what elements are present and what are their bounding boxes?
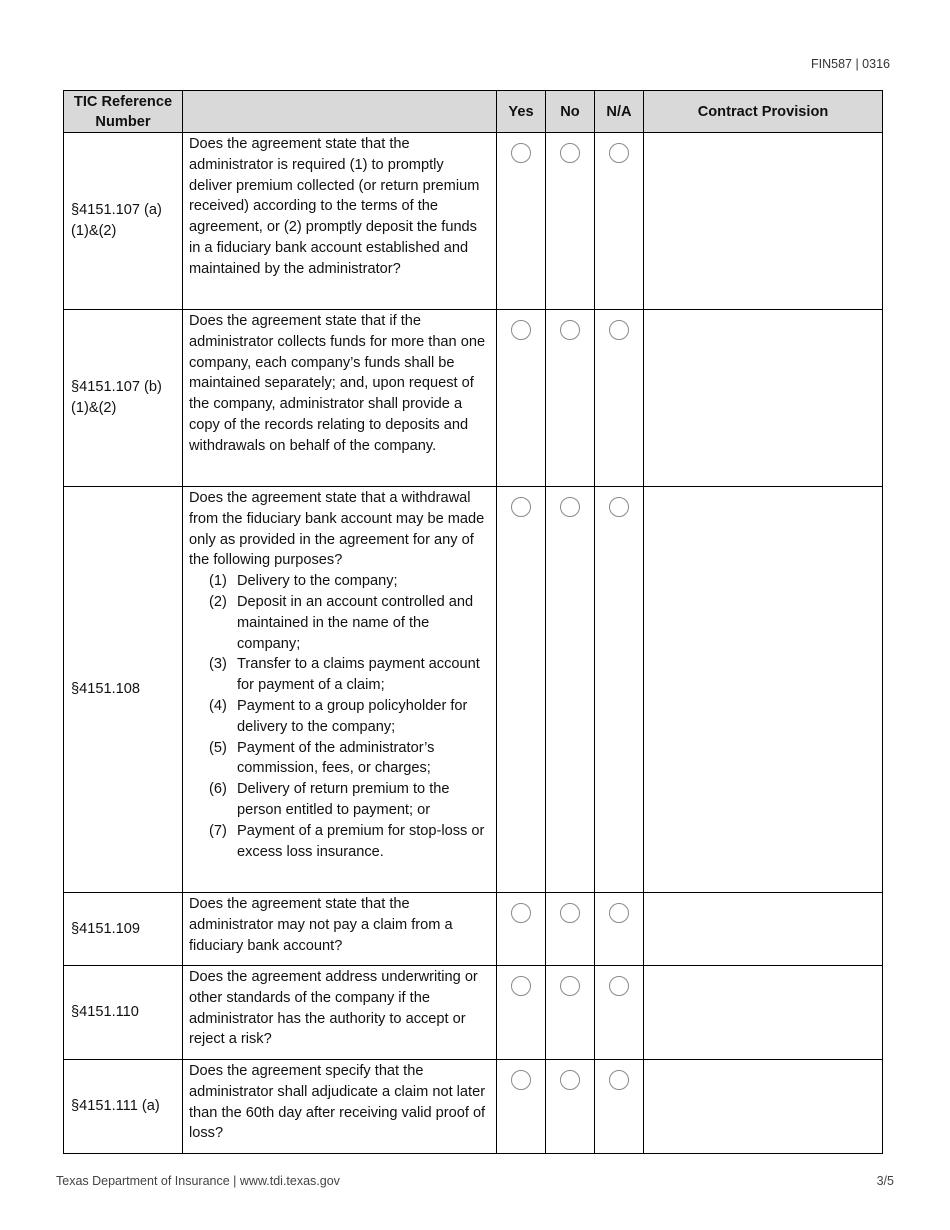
list-item: (4) Payment to a group policyholder for delivery to the company; — [209, 697, 468, 735]
purposes-list — [189, 571, 490, 862]
yes-radio[interactable] — [511, 976, 531, 996]
yes-radio[interactable] — [511, 903, 531, 923]
list-item: (3) Transfer to a claims payment account for payment of a claim; — [209, 656, 480, 694]
no-radio[interactable] — [560, 903, 580, 923]
question-cell: Does the agreement state that if the administrator collects funds for more than one company, each company’s funds shall be maintained separately; and, upon request of the company, administrator shall provide a copy of the records relating to deposits and withdrawals on behalf of the company. — [183, 310, 497, 487]
no-radio[interactable] — [560, 976, 580, 996]
contract-provision-cell[interactable] — [644, 487, 883, 893]
table-row — [64, 893, 883, 966]
question-cell: Does the agreement address underwriting or other standards of the company if the administrator has the authority to accept or reject a risk? — [183, 966, 497, 1060]
contract-provision-cell[interactable] — [644, 310, 883, 487]
contract-provision-cell[interactable] — [644, 1060, 883, 1154]
list-item: (1) Delivery to the company; — [209, 573, 398, 590]
table-row — [64, 133, 883, 310]
contract-provision-cell[interactable] — [644, 133, 883, 310]
contract-provision-cell[interactable] — [644, 966, 883, 1060]
question-text: Does the agreement state that a withdrawal from the fiduciary bank account may be made only as provided in the agreement for any of the following purposes? — [189, 490, 485, 569]
tic-reference-cell: §4151.107 (a)(1)&(2) — [64, 133, 183, 310]
tic-reference-cell: §4151.108 — [64, 487, 183, 893]
header-yes: Yes — [497, 91, 546, 133]
na-radio[interactable] — [609, 903, 629, 923]
header-question — [183, 91, 497, 133]
no-radio[interactable] — [560, 497, 580, 517]
yes-radio[interactable] — [511, 143, 531, 163]
header-na: N/A — [595, 91, 644, 133]
yes-radio[interactable] — [511, 1070, 531, 1090]
na-radio[interactable] — [609, 143, 629, 163]
tic-reference-cell: §4151.109 — [64, 893, 183, 966]
compliance-checklist-table — [63, 90, 883, 1154]
table-header-row — [64, 91, 883, 133]
question-cell: Does the agreement specify that the administrator shall adjudicate a claim not later than the 60th day after receiving valid proof of loss? — [183, 1060, 497, 1154]
list-item: (2) Deposit in an account controlled and maintained in the name of the company; — [209, 593, 474, 652]
yes-radio[interactable] — [511, 497, 531, 517]
tic-reference-cell: §4151.111 (a) — [64, 1060, 183, 1154]
table-row — [64, 487, 883, 893]
question-cell: Does the agreement state that the administrator may not pay a claim from a fiduciary bank account? — [183, 893, 497, 966]
no-radio[interactable] — [560, 1070, 580, 1090]
list-item: (5) Payment of the administrator’s commission, fees, or charges; — [209, 739, 435, 777]
table-row — [64, 310, 883, 487]
question-cell — [183, 487, 497, 893]
tic-reference-cell: §4151.107 (b)(1)&(2) — [64, 310, 183, 487]
header-tic-reference: TIC Reference Number — [64, 91, 183, 133]
na-radio[interactable] — [609, 1070, 629, 1090]
list-item: (7) Payment of a premium for stop-loss or excess loss insurance. — [209, 822, 485, 860]
no-radio[interactable] — [560, 320, 580, 340]
list-item: (6) Delivery of return premium to the person entitled to payment; or — [209, 781, 450, 818]
no-radio[interactable] — [560, 143, 580, 163]
question-cell: Does the agreement state that the administrator is required (1) to promptly deliver premium collected (or return premium received) according to the terms of the agreement, or (2) promptly deposit the funds in a fiduciary bank account established and maintained by the administrator? — [183, 133, 497, 310]
footer-agency: Texas Department of Insurance | www.tdi.texas.gov — [56, 1174, 340, 1188]
tic-reference-cell: §4151.110 — [64, 966, 183, 1060]
header-no: No — [546, 91, 595, 133]
contract-provision-cell[interactable] — [644, 893, 883, 966]
table-row — [64, 966, 883, 1060]
header-contract-provision: Contract Provision — [644, 91, 883, 133]
na-radio[interactable] — [609, 976, 629, 996]
na-radio[interactable] — [609, 497, 629, 517]
form-id: FIN587 | 0316 — [811, 57, 890, 71]
na-radio[interactable] — [609, 320, 629, 340]
yes-radio[interactable] — [511, 320, 531, 340]
table-row — [64, 1060, 883, 1154]
page-number: 3/5 — [876, 1174, 894, 1188]
